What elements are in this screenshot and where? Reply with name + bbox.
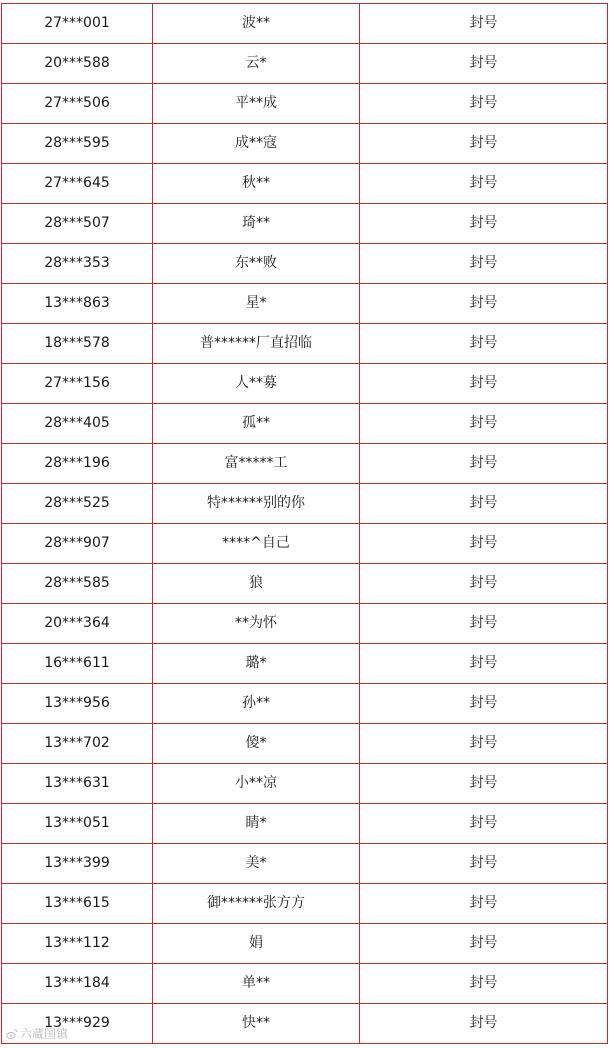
- nickname-cell: 琦**: [153, 204, 360, 244]
- account-id-cell: 13***399: [2, 844, 153, 884]
- nickname-cell: 狼: [153, 564, 360, 604]
- nickname-cell: 秋**: [153, 164, 360, 204]
- status-cell: 封号: [360, 964, 608, 1004]
- account-id-cell: 28***585: [2, 564, 153, 604]
- table-row: [2, 684, 608, 724]
- table-row: [2, 564, 608, 604]
- nickname-cell: 睛*: [153, 804, 360, 844]
- status-cell: 封号: [360, 204, 608, 244]
- watermark: [6, 1025, 68, 1042]
- table-row: [2, 84, 608, 124]
- nickname-cell: 特******别的你: [153, 484, 360, 524]
- account-id-cell: 13***929: [2, 1004, 153, 1044]
- watermark-text: 六蔵国镇: [20, 1027, 69, 1041]
- ban-list-table: [1, 3, 608, 1044]
- nickname-cell: 普******厂直招临: [153, 324, 360, 364]
- status-cell: 封号: [360, 484, 608, 524]
- nickname-cell: 东**败: [153, 244, 360, 284]
- status-cell: 封号: [360, 404, 608, 444]
- account-id-cell: 28***525: [2, 484, 153, 524]
- nickname-cell: 御******张方方: [153, 884, 360, 924]
- status-cell: 封号: [360, 444, 608, 484]
- status-cell: 封号: [360, 44, 608, 84]
- account-id-cell: 18***578: [2, 324, 153, 364]
- nickname-cell: 单**: [153, 964, 360, 1004]
- account-id-cell: 13***631: [2, 764, 153, 804]
- account-id-cell: 28***507: [2, 204, 153, 244]
- nickname-cell: ****^自己: [153, 524, 360, 564]
- table-row: [2, 924, 608, 964]
- account-id-cell: 27***001: [2, 4, 153, 44]
- status-cell: 封号: [360, 884, 608, 924]
- nickname-cell: 傻*: [153, 724, 360, 764]
- account-id-cell: 16***611: [2, 644, 153, 684]
- table-row: [2, 404, 608, 444]
- account-id-cell: 27***645: [2, 164, 153, 204]
- account-id-cell: 20***588: [2, 44, 153, 84]
- status-cell: 封号: [360, 924, 608, 964]
- status-cell: 封号: [360, 84, 608, 124]
- status-cell: 封号: [360, 844, 608, 884]
- nickname-cell: 快**: [153, 1004, 360, 1044]
- nickname-cell: 成**寇: [153, 124, 360, 164]
- table-row: [2, 724, 608, 764]
- weibo-icon: [6, 1028, 18, 1040]
- account-id-cell: 28***907: [2, 524, 153, 564]
- account-id-cell: 13***615: [2, 884, 153, 924]
- account-id-cell: 28***353: [2, 244, 153, 284]
- account-id-cell: 20***364: [2, 604, 153, 644]
- table-row: [2, 444, 608, 484]
- status-cell: 封号: [360, 604, 608, 644]
- nickname-cell: **为怀: [153, 604, 360, 644]
- nickname-cell: 璐*: [153, 644, 360, 684]
- account-id-cell: 28***405: [2, 404, 153, 444]
- status-cell: 封号: [360, 244, 608, 284]
- table-row: [2, 364, 608, 404]
- status-cell: 封号: [360, 164, 608, 204]
- account-id-cell: 13***051: [2, 804, 153, 844]
- table-row: [2, 164, 608, 204]
- account-id-cell: 27***156: [2, 364, 153, 404]
- table-row: [2, 284, 608, 324]
- account-id-cell: 13***702: [2, 724, 153, 764]
- nickname-cell: 孤**: [153, 404, 360, 444]
- status-cell: 封号: [360, 364, 608, 404]
- status-cell: 封号: [360, 644, 608, 684]
- account-id-cell: 13***863: [2, 284, 153, 324]
- table-row: [2, 4, 608, 44]
- table-row: [2, 604, 608, 644]
- nickname-cell: 娟: [153, 924, 360, 964]
- nickname-cell: 平**成: [153, 84, 360, 124]
- nickname-cell: 波**: [153, 4, 360, 44]
- status-cell: 封号: [360, 1004, 608, 1044]
- status-cell: 封号: [360, 4, 608, 44]
- status-cell: 封号: [360, 284, 608, 324]
- table-row: [2, 844, 608, 884]
- table-row: [2, 484, 608, 524]
- table-row: [2, 884, 608, 924]
- table-row: [2, 204, 608, 244]
- status-cell: 封号: [360, 324, 608, 364]
- status-cell: 封号: [360, 724, 608, 764]
- table-row: [2, 44, 608, 84]
- status-cell: 封号: [360, 124, 608, 164]
- table-row: [2, 964, 608, 1004]
- nickname-cell: 星*: [153, 284, 360, 324]
- status-cell: 封号: [360, 804, 608, 844]
- account-id-cell: 28***595: [2, 124, 153, 164]
- table-row: [2, 644, 608, 684]
- status-cell: 封号: [360, 524, 608, 564]
- account-id-cell: 28***196: [2, 444, 153, 484]
- nickname-cell: 人**募: [153, 364, 360, 404]
- nickname-cell: 富*****工: [153, 444, 360, 484]
- nickname-cell: 美*: [153, 844, 360, 884]
- table-row: [2, 524, 608, 564]
- table-row: [2, 124, 608, 164]
- table-row: [2, 804, 608, 844]
- table-row: [2, 1004, 608, 1044]
- account-id-cell: 13***184: [2, 964, 153, 1004]
- status-cell: 封号: [360, 764, 608, 804]
- ban-list-body: [2, 4, 608, 1044]
- nickname-cell: 孙**: [153, 684, 360, 724]
- table-row: [2, 244, 608, 284]
- table-row: [2, 324, 608, 364]
- account-id-cell: 13***112: [2, 924, 153, 964]
- status-cell: 封号: [360, 684, 608, 724]
- account-id-cell: 13***956: [2, 684, 153, 724]
- nickname-cell: 云*: [153, 44, 360, 84]
- account-id-cell: 27***506: [2, 84, 153, 124]
- status-cell: 封号: [360, 564, 608, 604]
- nickname-cell: 小**凉: [153, 764, 360, 804]
- table-row: [2, 764, 608, 804]
